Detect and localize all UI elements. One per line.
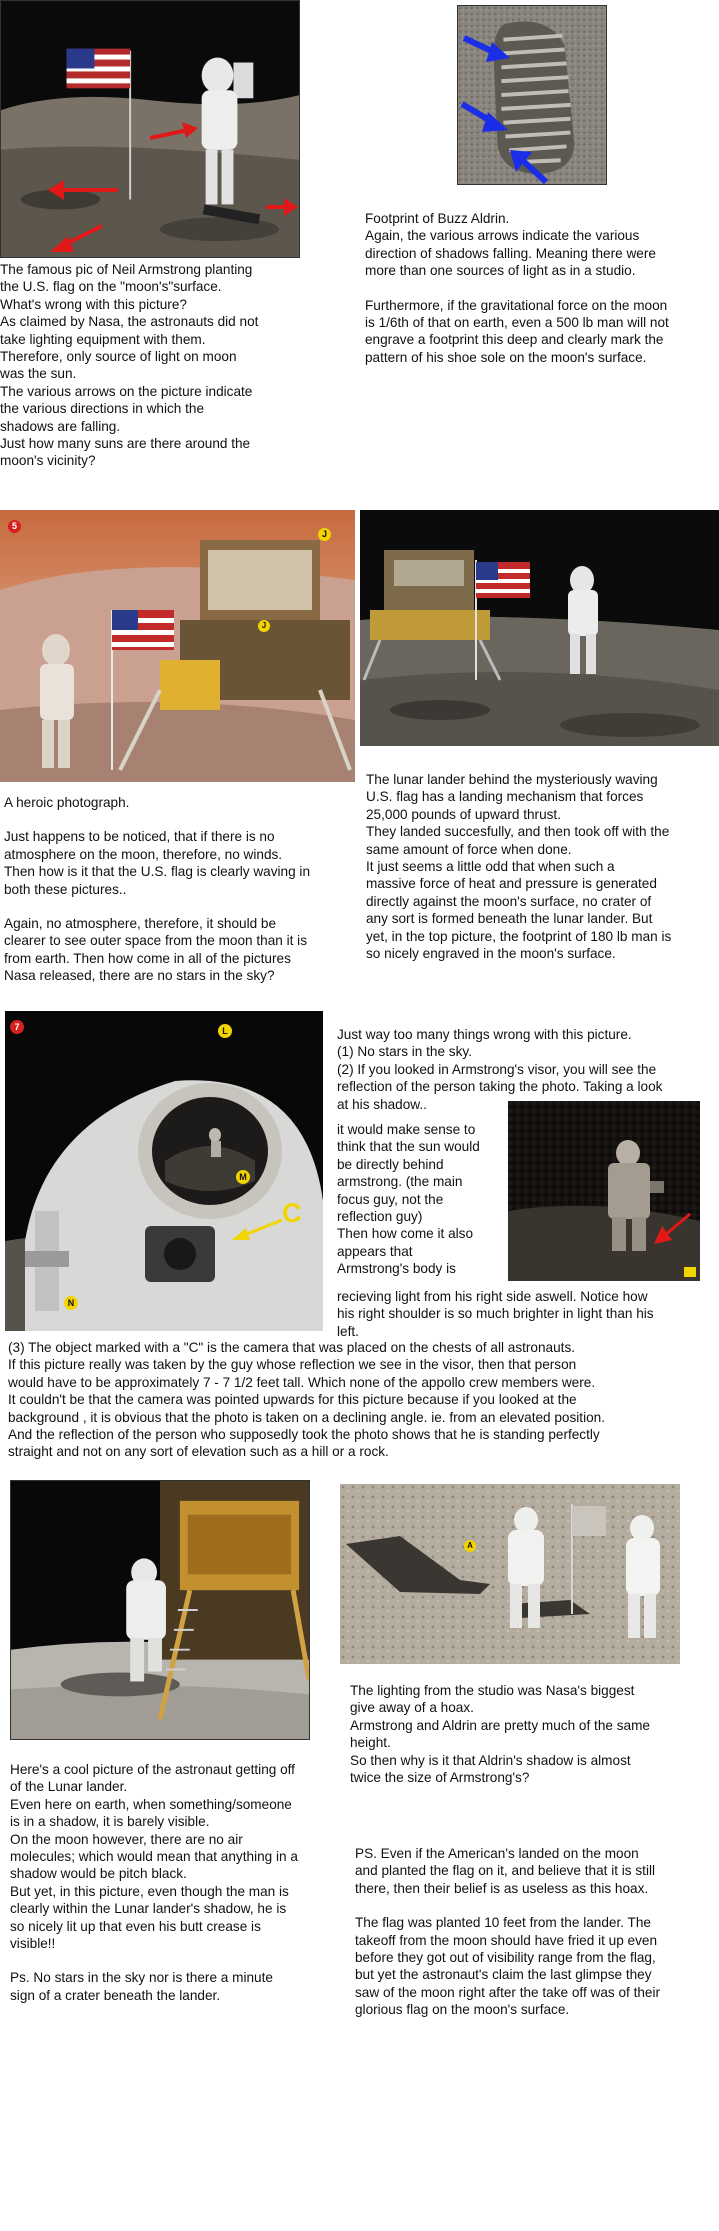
caption-line: molecules; which would mean that anything in a xyxy=(10,1849,298,1865)
caption-line: clearer to see outer space from the moon than it is xyxy=(4,933,307,949)
caption-line: is in a shadow, it is barely visible. xyxy=(10,1814,210,1830)
caption-line: takeoff from the moon should have fried it up even xyxy=(355,1932,658,1948)
caption-line: The flag was planted 10 feet from the lander. The xyxy=(355,1915,651,1931)
caption-line: reflection guy) xyxy=(337,1209,423,1225)
ladder-caption xyxy=(10,1761,340,2004)
caption-line: from earth. Then how come in all of the pictures xyxy=(4,950,291,966)
badge-number: 7 xyxy=(14,1022,20,1032)
caption-line: They landed succesfully, and then took off with the xyxy=(366,824,670,840)
photo-badge xyxy=(8,520,21,533)
marker-label xyxy=(318,528,331,541)
caption-line: The lunar lander behind the mysteriously waving xyxy=(366,772,658,787)
caption-line: more than one sources of light as in a studio. xyxy=(365,263,636,279)
caption-line: twice the size of Armstrong's? xyxy=(350,1770,530,1786)
caption-line: atmosphere on the moon, therefore, no winds. xyxy=(4,846,283,862)
caption-line: and planted the flag on it, and believe that it is still xyxy=(355,1863,656,1879)
caption-line: saw of the moon right after the take off was of their xyxy=(355,1984,661,2000)
caption-line: pattern of his shoe sole on the moon's surface. xyxy=(365,349,647,365)
marker-label xyxy=(64,1296,78,1310)
caption-line: so nicely lit up that even his butt crease is xyxy=(10,1918,261,1934)
caption-line: think that the sun would xyxy=(337,1139,480,1155)
photo-badge xyxy=(10,1020,24,1034)
caption-line: recieving light from his right side aswell. Notice how xyxy=(337,1289,648,1304)
caption-line: would have to be approximately 7 - 7 1/2 feet tall. Which none of the appollo crew members were. xyxy=(8,1374,596,1390)
armstrong-flag-caption xyxy=(0,261,330,470)
marker-label xyxy=(236,1170,250,1184)
marker-letter: J xyxy=(321,529,327,539)
caption-line: straight and not on any sort of elevation such as a hill or a rock. xyxy=(8,1444,389,1460)
caption-line: the U.S. flag on the "moon's"surface. xyxy=(0,279,222,295)
caption-line: Again, the various arrows indicate the various xyxy=(365,228,640,244)
caption-line: And the reflection of the person who supposedly took the photo shows that he is standing perfectly xyxy=(8,1427,600,1443)
caption-line: moon's vicinity? xyxy=(0,453,96,469)
visor-zoom-photo xyxy=(508,1101,700,1281)
badge-number: 5 xyxy=(11,521,17,531)
caption-line: 25,000 pounds of upward thrust. xyxy=(366,806,561,822)
marker-letter: M xyxy=(239,1172,247,1182)
caption-line: so nicely engraved in the moon's surface. xyxy=(366,946,616,962)
caption-line: Ps. No stars in the sky nor is there a minute xyxy=(10,1970,273,1986)
shadows-photo xyxy=(340,1484,680,1664)
caption-line: If this picture really was taken by the guy whose reflection we see in the visor, then that person xyxy=(8,1357,577,1373)
caption-line: at his shadow.. xyxy=(337,1096,427,1112)
caption-line: So then why is it that Aldrin's shadow is almost xyxy=(350,1752,631,1768)
caption-line: reflection of the person taking the photo. Taking a look xyxy=(337,1079,663,1095)
caption-line: it would make sense to xyxy=(337,1122,476,1137)
lander-thrust-caption xyxy=(366,771,719,962)
caption-line: both these pictures.. xyxy=(4,881,127,897)
caption-line: his right shoulder is so much brighter in light than his xyxy=(337,1306,654,1322)
caption-line: Armstrong and Aldrin are pretty much of the same xyxy=(350,1717,650,1733)
caption-line: Footprint of Buzz Aldrin. xyxy=(365,211,510,226)
visor-caption-mid xyxy=(337,1121,502,1278)
camera-marker xyxy=(282,1198,302,1229)
caption-line: before they got out of visibility range from the flag, xyxy=(355,1950,656,1966)
marker-letter: J xyxy=(261,621,267,630)
caption-line: appears that xyxy=(337,1243,413,1259)
blue-arrow-icon xyxy=(462,34,512,64)
ladder-photo xyxy=(10,1480,310,1740)
camera-caption xyxy=(8,1339,719,1461)
caption-line: armstrong. (the main xyxy=(337,1174,463,1190)
marker-letter: L xyxy=(222,1026,228,1036)
marker-letter: C xyxy=(282,1198,302,1228)
caption-line: shadow would be pitch black. xyxy=(10,1866,187,1882)
marker-label xyxy=(218,1024,232,1038)
caption-line: A heroic photograph. xyxy=(4,795,130,810)
caption-line: take lighting equipment with them. xyxy=(0,331,206,347)
red-arrow-icon xyxy=(48,222,104,254)
visor-caption-right-shoulder xyxy=(337,1288,719,1340)
ps-caption xyxy=(355,1845,719,2019)
visor-caption-top xyxy=(337,1026,719,1113)
caption-line: On the moon however, there are no air xyxy=(10,1831,243,1847)
marker-label xyxy=(464,1540,476,1552)
caption-line: Again, no atmosphere, therefore, it should be xyxy=(4,916,277,932)
caption-line: PS. Even if the American's landed on the moon xyxy=(355,1846,639,1861)
yellow-arrow-icon xyxy=(228,1216,284,1242)
caption-line: Then how come it also xyxy=(337,1226,474,1242)
caption-line: the various directions in which the xyxy=(0,401,205,417)
red-arrow-icon xyxy=(266,196,300,218)
red-arrow-icon xyxy=(650,1210,692,1246)
caption-line: It just seems a little odd that when such a xyxy=(366,859,615,875)
caption-line: massive force of heat and pressure is generated xyxy=(366,876,657,892)
caption-line: The lighting from the studio was Nasa's biggest xyxy=(350,1683,635,1698)
caption-line: any sort is formed beneath the lunar lander. But xyxy=(366,911,653,927)
caption-line: was the sun. xyxy=(0,366,77,382)
caption-line: The various arrows on the picture indicate xyxy=(0,383,253,399)
caption-line: glorious flag on the moon's surface. xyxy=(355,2002,570,2018)
caption-line: there, then their belief is as useless as this hoax. xyxy=(355,1880,649,1896)
caption-line: Furthermore, if the gravitational force on the moon xyxy=(365,297,668,313)
caption-line: Just way too many things wrong with this picture. xyxy=(337,1027,632,1042)
caption-line: As claimed by Nasa, the astronauts did not xyxy=(0,314,259,330)
blue-arrow-icon xyxy=(506,148,548,184)
caption-line: Just how many suns are there around the xyxy=(0,436,251,452)
visor-photo xyxy=(5,1011,323,1331)
caption-line: Just happens to be noticed, that if there is no xyxy=(4,829,275,845)
marker-letter: A xyxy=(467,1541,473,1550)
footprint-caption xyxy=(365,210,719,366)
caption-line: engrave a footprint this deep and clearly mark the xyxy=(365,332,664,348)
caption-line: height. xyxy=(350,1735,391,1751)
caption-line: yet, in the top picture, the footprint of 180 lb man is xyxy=(366,928,672,944)
caption-line: (3) The object marked with a "C" is the camera that was placed on the chests of all astronauts. xyxy=(8,1340,576,1355)
shadows-caption xyxy=(350,1682,719,1786)
caption-line: Then how is it that the U.S. flag is clearly waving in xyxy=(4,864,310,880)
caption-line: of the Lunar lander. xyxy=(10,1779,128,1795)
caption-line: The famous pic of Neil Armstrong planting xyxy=(0,262,253,277)
red-arrow-icon xyxy=(148,120,200,146)
marker-letter: N xyxy=(67,1298,75,1308)
caption-line: Here's a cool picture of the astronaut getting off xyxy=(10,1762,295,1777)
caption-line: be directly behind xyxy=(337,1156,444,1172)
caption-line: background , it is obvious that the photo is taken on a declining angle. ie. from an elevated position. xyxy=(8,1409,605,1425)
red-arrow-icon xyxy=(46,178,120,202)
caption-line: Armstrong's body is xyxy=(337,1261,456,1277)
caption-line: left. xyxy=(337,1323,359,1339)
caption-line: same amount of force when done. xyxy=(366,841,572,857)
lander-flag-photo xyxy=(360,510,719,746)
caption-line: Even here on earth, when something/someone xyxy=(10,1796,292,1812)
caption-line: focus guy, not the xyxy=(337,1191,444,1207)
caption-line: It couldn't be that the camera was pointed upwards for this picture because if you looked at the xyxy=(8,1392,577,1408)
caption-line: shadows are falling. xyxy=(0,418,121,434)
caption-line: clearly within the Lunar lander's shadow, he is xyxy=(10,1901,287,1917)
heroic-caption xyxy=(4,794,356,985)
caption-line: directly against the moon's surface, no crater of xyxy=(366,893,652,909)
caption-line: Nasa released, there are no stars in the sky? xyxy=(4,968,275,984)
caption-line: Therefore, only source of light on moon xyxy=(0,349,237,365)
caption-line: (1) No stars in the sky. xyxy=(337,1044,472,1060)
caption-line: direction of shadows falling. Meaning there were xyxy=(365,245,656,261)
caption-line: give away of a hoax. xyxy=(350,1700,474,1716)
caption-line: is 1/6th of that on earth, even a 500 lb man will not xyxy=(365,315,669,331)
marker-label xyxy=(258,620,270,632)
caption-line: (2) If you looked in Armstrong's visor, you will see the xyxy=(337,1061,657,1077)
blue-arrow-icon xyxy=(460,100,510,134)
caption-line: But yet, in this picture, even though the man is xyxy=(10,1883,289,1899)
caption-line: U.S. flag has a landing mechanism that forces xyxy=(366,789,644,805)
caption-line: visible!! xyxy=(10,1936,56,1952)
caption-line: sign of a crater beneath the lander. xyxy=(10,1987,221,2003)
caption-line: but yet the astronaut's claim the last glimpse they xyxy=(355,1967,652,1983)
caption-line: What's wrong with this picture? xyxy=(0,296,187,312)
heroic-salute-photo xyxy=(0,510,355,782)
